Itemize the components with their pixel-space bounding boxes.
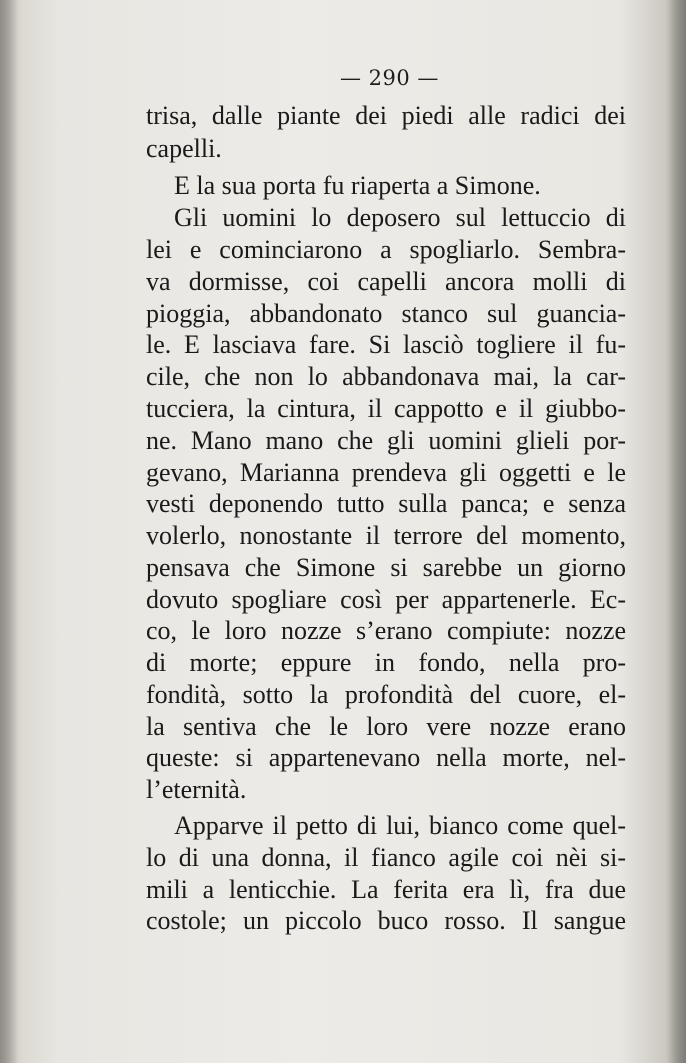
text-line: mili a lenticchie. La ferita era lì, fra due bbox=[146, 875, 626, 904]
text-line: le. E lasciava fare. Si lasciò togliere il fu- bbox=[146, 330, 626, 359]
text-line: capelli. bbox=[146, 134, 222, 163]
text-line: Gli uomini lo deposero sul lettuccio di bbox=[174, 203, 626, 232]
text-line: trisa, dalle piante dei piedi alle radici dei bbox=[146, 101, 626, 130]
text-line: co, le loro nozze s’erano compiute: nozze bbox=[146, 616, 626, 645]
text-line: volerlo, nonostante il terrore del momento, bbox=[146, 521, 626, 550]
text-line: lei e cominciarono a spogliarlo. Sembra- bbox=[146, 235, 626, 264]
text-line: l’eternità. bbox=[146, 775, 247, 804]
page-number: — 290 — bbox=[340, 66, 439, 90]
text-line: vesti deponendo tutto sulla panca; e senza bbox=[146, 489, 626, 518]
text-line: ne. Mano mano che gli uomini glieli por- bbox=[146, 426, 626, 455]
text-line: costole; un piccolo buco rosso. Il sangue bbox=[146, 906, 626, 935]
text-line: cile, che non lo abbandonava mai, la car- bbox=[146, 362, 626, 391]
text-line: pensava che Simone si sarebbe un giorno bbox=[146, 553, 626, 582]
page-edge-shadow bbox=[666, 0, 686, 1063]
text-line: va dormisse, coi capelli ancora molli di bbox=[146, 267, 626, 296]
text-line: Apparve il petto di lui, bianco come quel- bbox=[174, 811, 626, 840]
text-line: lo di una donna, il fianco agile coi nèi si- bbox=[146, 843, 626, 872]
text-line: di morte; eppure in fondo, nella pro- bbox=[146, 648, 626, 677]
text-line: fondità, sotto la profondità del cuore, el- bbox=[146, 680, 626, 709]
text-line: pioggia, abbandonato stanco sul guancia- bbox=[146, 299, 626, 328]
text-line: dovuto spogliare così per appartenerle. Ec- bbox=[146, 585, 626, 614]
text-line: E la sua porta fu riaperta a Simone. bbox=[174, 171, 541, 200]
text-line: la sentiva che le loro vere nozze erano bbox=[146, 712, 626, 741]
spine-shadow bbox=[0, 0, 18, 1063]
text-line: gevano, Marianna prendeva gli oggetti e le bbox=[146, 458, 626, 487]
text-line: queste: si appartenevano nella morte, nel- bbox=[146, 743, 626, 772]
text-line: tucciera, la cintura, il cappotto e il giubbo- bbox=[146, 394, 626, 423]
